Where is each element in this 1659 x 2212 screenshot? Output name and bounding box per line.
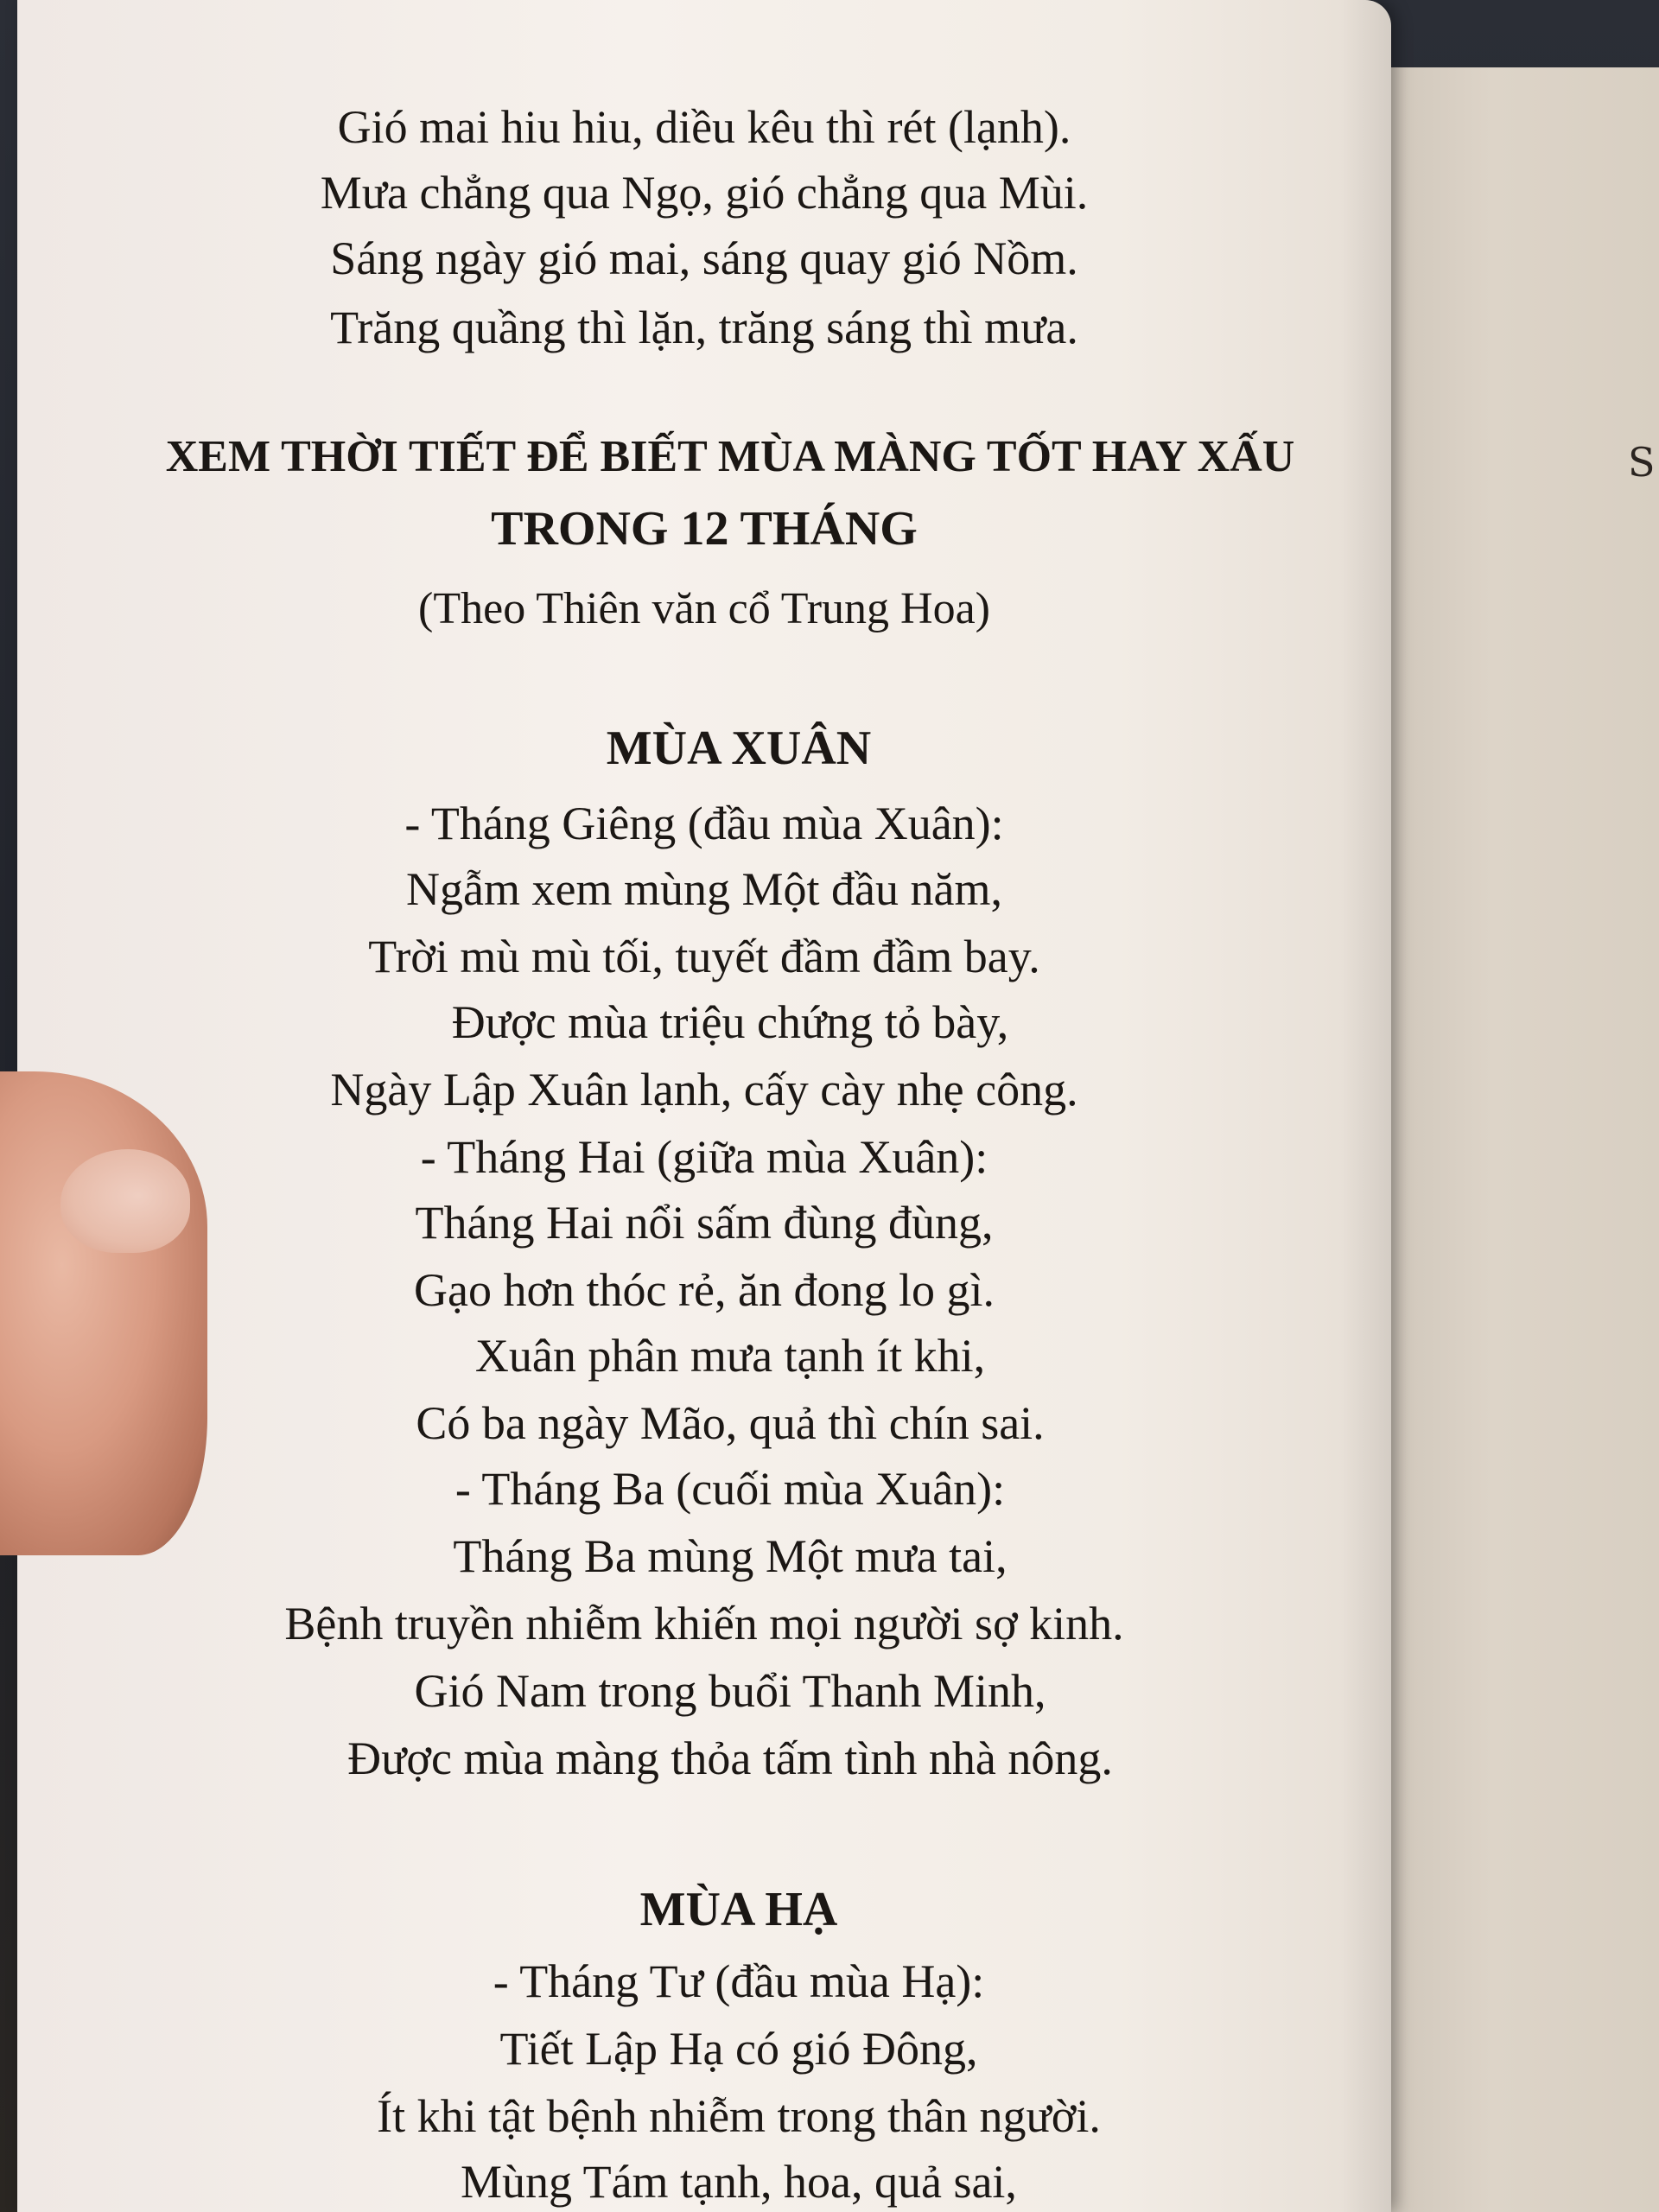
chapter-title-2: TRONG 12 THÁNG [491,502,918,556]
verse-line: Sáng ngày gió mai, sáng quay gió Nồm. [330,232,1078,284]
verse-line: Được mùa triệu chứng tỏ bày, [451,996,1009,1048]
chapter-title: XEM THỜI TIẾT ĐỂ BIẾT MÙA MÀNG TỐT HAY XẤU [165,432,1295,481]
verse-line: Xuân phân mưa tạnh ít khi, [474,1330,986,1382]
next-page [1381,67,1659,2212]
month-label: - Tháng Tư (đầu mùa Hạ): [493,1955,985,2007]
section-heading-summer: MÙA HẠ [639,1883,838,1936]
verse-line: Mưa chẳng qua Ngọ, gió chẳng qua Mùi. [320,167,1089,219]
verse-line: Gạo hơn thóc rẻ, ăn đong lo gì. [414,1264,995,1316]
verse-line: Ngẫm xem mùng Một đầu năm, [406,863,1002,915]
verse-line: Trời mù mù tối, tuyết đầm đầm bay. [368,931,1040,982]
month-label: - Tháng Ba (cuối mùa Xuân): [454,1463,1006,1515]
section-heading-spring: MÙA XUÂN [606,721,872,775]
page-text [17,0,1391,2212]
month-label: - Tháng Hai (giữa mùa Xuân): [420,1131,988,1183]
next-page-letter: S [1628,439,1656,486]
month-label: - Tháng Giêng (đầu mùa Xuân): [404,798,1004,849]
verse-line: Tháng Ba mùng Một mưa tai, [453,1530,1007,1582]
verse-line: Bệnh truyền nhiễm khiến mọi người sợ kinh. [284,1598,1124,1649]
verse-line: Được mùa màng thỏa tấm tình nhà nông. [347,1732,1113,1784]
verse-line: Ít khi tật bệnh nhiễm trong thân người. [377,2090,1101,2142]
chapter-subtitle: (Theo Thiên văn cổ Trung Hoa) [418,584,990,633]
verse-line: Trăng quầng thì lặn, trăng sáng thì mưa. [330,302,1078,353]
verse-line: Tiết Lập Hạ có gió Đông, [499,2023,978,2075]
thumb-nail [60,1149,190,1253]
verse-line: Tháng Hai nổi sấm đùng đùng, [415,1197,994,1249]
verse-line: Ngày Lập Xuân lạnh, cấy cày nhẹ công. [330,1064,1078,1116]
verse-line: Gió mai hiu hiu, diều kêu thì rét (lạnh). [337,101,1071,153]
book-page [17,0,1391,2212]
verse-line: Gió Nam trong buổi Thanh Minh, [414,1665,1046,1717]
verse-line: Có ba ngày Mão, quả thì chín sai. [416,1397,1045,1449]
hand-holding-book [0,1071,207,1555]
verse-line: Mùng Tám tạnh, hoa, quả sai, [461,2156,1017,2208]
